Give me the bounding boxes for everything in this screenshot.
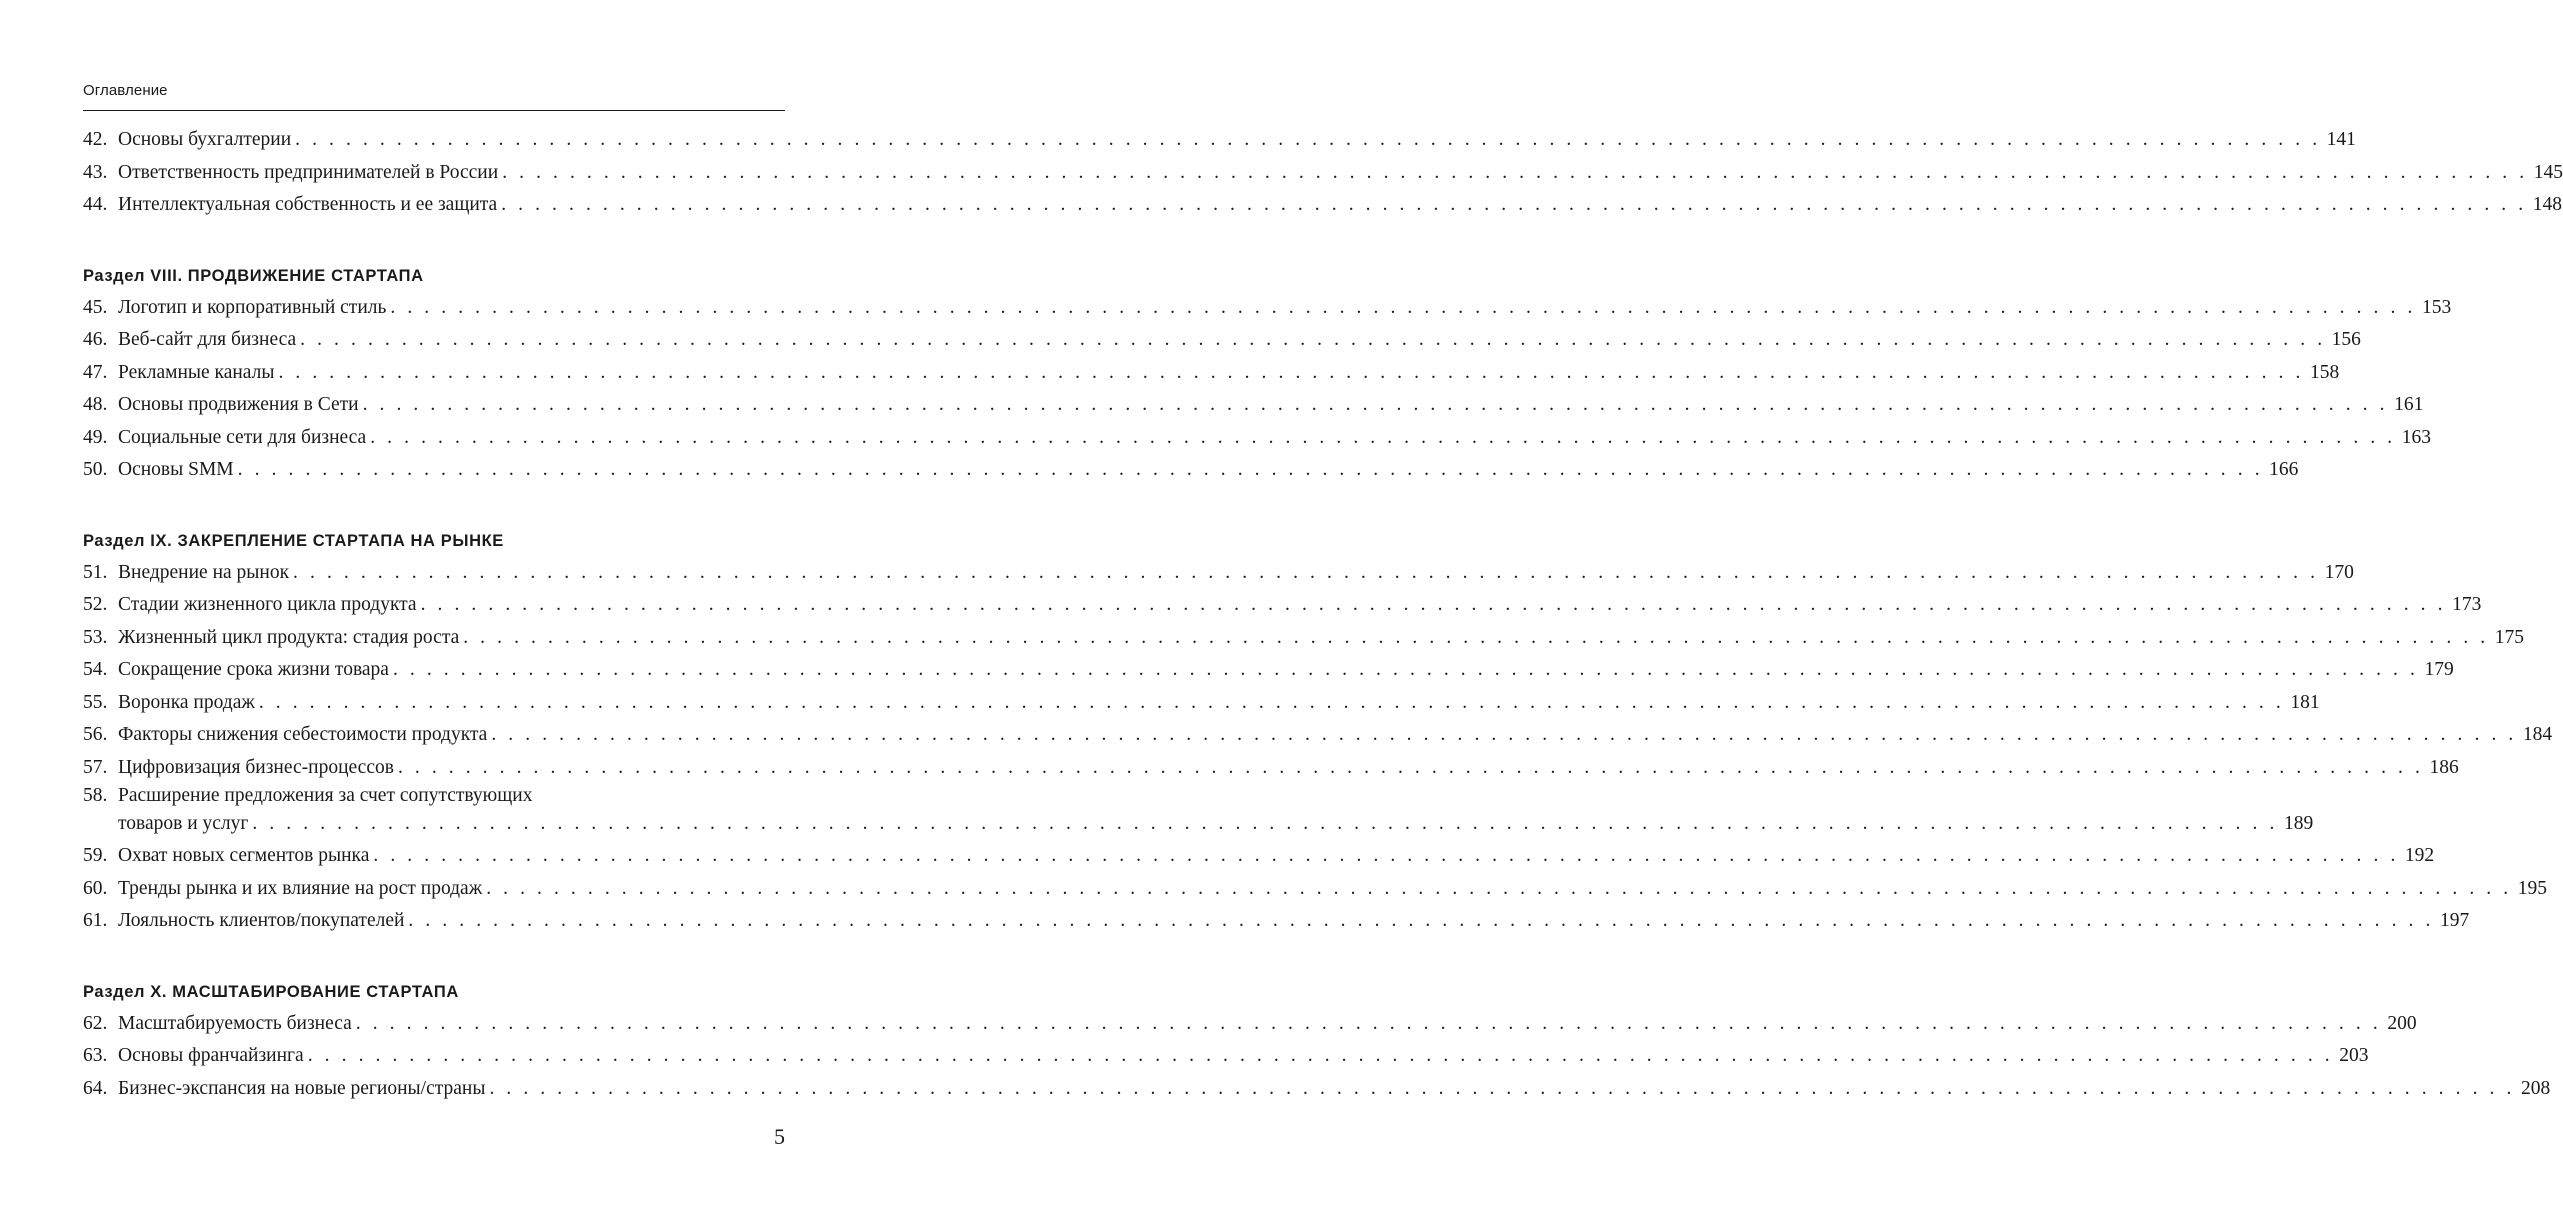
entry-number: 58. bbox=[83, 785, 108, 806]
entry-title: Основы продвижения в Сети bbox=[118, 394, 359, 415]
entry-page: 170 bbox=[2324, 561, 2354, 583]
entry-number: 50. bbox=[83, 459, 108, 480]
entry-number: 52. bbox=[83, 594, 108, 615]
entry-page: 192 bbox=[2404, 845, 2435, 866]
entry-number: 64. bbox=[83, 1077, 108, 1099]
toc-entry[interactable] bbox=[83, 324, 2361, 357]
entry-page: 173 bbox=[2452, 594, 2482, 615]
dot-leader: . . . . . . . . . . . . . . . . . . . . . . . . . . . . . . . . . . . . . . . . . . . . . . . . . . . . . . . . . . . . . . . . . . . . . . . . . . . . . . . . . . . . . . . . . . . . . . . . . . . . . . . . . . . . . . . . . . . . . . . . bbox=[258, 691, 2285, 713]
entry-title: Основы франчайзинга bbox=[118, 1045, 304, 1066]
dot-leader: . . . . . . . . . . . . . . . . . . . . . . . . . . . . . . . . . . . . . . . . . . . . . . . . . . . . . . . . . . . . . . . . . . . . . . . . . . . . . . . . . . . . . . . . . . . . . . . . . . . . . . . . . . . . . . . . . . . . . . . . bbox=[408, 910, 2434, 931]
entry-title: Основы SMM bbox=[118, 459, 234, 480]
dot-leader: . . . . . . . . . . . . . . . . . . . . . . . . . . . . . . . . . . . . . . . . . . . . . . . . . . . . . . . . . . . . . . . . . . . . . . . . . . . . . . . . . . . . . . . . . . . . . . . . . . . . . . . . . . . . . . . . . . . . . . . . bbox=[293, 561, 2319, 583]
entry-title: Масштабируемость бизнеса bbox=[118, 1012, 352, 1034]
dot-leader: . . . . . . . . . . . . . . . . . . . . . . . . . . . . . . . . . . . . . . . . . . . . . . . . . . . . . . . . . . . . . . . . . . . . . . . . . . . . . . . . . . . . . . . . . . . . . . . . . . . . . . . . . . . . . . . . . . . . . . . . bbox=[355, 1012, 2382, 1034]
entry-title: Логотип и корпоративный стиль bbox=[118, 296, 387, 318]
entry-page: 153 bbox=[2421, 296, 2452, 318]
dot-leader: . . . . . . . . . . . . . . . . . . . . . . . . . . . . . . . . . . . . . . . . . . . . . . . . . . . . . . . . . . . . . . . . . . . . . . . . . . . . . . . . . . . . . . . . . . . . . . . . . . . . . . . . . . . . . . . . . . . . . . . . bbox=[420, 594, 2447, 615]
running-head: Оглавление bbox=[83, 82, 168, 99]
dot-leader: . . . . . . . . . . . . . . . . . . . . . . . . . . . . . . . . . . . . . . . . . . . . . . . . . . . . . . . . . . . . . . . . . . . . . . . . . . . . . . . . . . . . . . . . . . . . . . . . . . . . . . . . . . . . . . . . . . . . . . . . bbox=[463, 626, 2489, 648]
entry-page: 163 bbox=[2401, 426, 2431, 448]
toc-entry[interactable] bbox=[83, 589, 2482, 622]
entry-title: Воронка продаж bbox=[118, 691, 255, 713]
toc-entry[interactable] bbox=[83, 189, 2562, 222]
dot-leader: . . . . . . . . . . . . . . . . . . . . . . . . . . . . . . . . . . . . . . . . . . . . . . . . . . . . . . . . . . . . . . . . . . . . . . . . . . . . . . . . . . . . . . . . . . . . . . . . . . . . . . . . . . . . . . . . . . . . . . . . bbox=[295, 129, 2321, 150]
entry-page: 195 bbox=[2517, 877, 2547, 899]
entry-page: 197 bbox=[2439, 910, 2470, 931]
toc-entry[interactable] bbox=[83, 840, 2435, 873]
entry-title: Факторы снижения себестоимости продукта bbox=[118, 724, 488, 745]
entry-title-continued: товаров и услуг bbox=[118, 813, 249, 834]
entry-number: 46. bbox=[83, 329, 108, 350]
table-of-contents bbox=[83, 124, 2563, 1105]
entry-page: 148 bbox=[2532, 194, 2562, 215]
entry-title: Цифровизация бизнес-процессов bbox=[118, 756, 394, 778]
toc-entry[interactable] bbox=[83, 292, 2452, 325]
toc-entry[interactable] bbox=[83, 905, 2470, 938]
toc-entry[interactable] bbox=[83, 1073, 2551, 1106]
entry-number: 63. bbox=[83, 1045, 108, 1066]
entry-number: 51. bbox=[83, 561, 108, 583]
toc-entry[interactable] bbox=[83, 622, 2525, 655]
section-heading: Раздел IX. ЗАКРЕПЛЕНИЕ СТАРТАПА НА РЫНКЕ bbox=[83, 531, 504, 550]
entry-number: 43. bbox=[83, 161, 108, 183]
entry-number: 57. bbox=[83, 756, 108, 778]
entry-number: 59. bbox=[83, 845, 108, 866]
dot-leader: . . . . . . . . . . . . . . . . . . . . . . . . . . . . . . . . . . . . . . . . . . . . . . . . . . . . . . . . . . . . . . . . . . . . . . . . . . . . . . . . . . . . . . . . . . . . . . . . . . . . . . . . . . . . . . . . . . . . . . . . bbox=[486, 877, 2512, 899]
entry-title: Внедрение на рынок bbox=[118, 561, 290, 583]
section-heading: Раздел X. МАСШТАБИРОВАНИЕ СТАРТАПА bbox=[83, 982, 459, 1001]
entry-page: 158 bbox=[2309, 361, 2340, 383]
header-rule bbox=[83, 110, 785, 111]
dot-leader: . . . . . . . . . . . . . . . . . . . . . . . . . . . . . . . . . . . . . . . . . . . . . . . . . . . . . . . . . . . . . . . . . . . . . . . . . . . . . . . . . . . . . . . . . . . . . . . . . . . . . . . . . . . . . . . . . . . . . . . . bbox=[491, 724, 2517, 745]
entry-page: 161 bbox=[2394, 394, 2424, 415]
entry-number: 45. bbox=[83, 296, 108, 318]
toc-entry[interactable] bbox=[83, 1008, 2417, 1041]
toc-entry[interactable] bbox=[83, 1040, 2369, 1073]
page-number: 5 bbox=[774, 1124, 785, 1149]
dot-leader: . . . . . . . . . . . . . . . . . . . . . . . . . . . . . . . . . . . . . . . . . . . . . . . . . . . . . . . . . . . . . . . . . . . . . . . . . . . . . . . . . . . . . . . . . . . . . . . . . . . . . . . . . . . . . . . . . . . . . . . . bbox=[373, 845, 2399, 866]
entry-page: 203 bbox=[2339, 1045, 2369, 1066]
entry-title: Веб-сайт для бизнеса bbox=[118, 329, 297, 350]
entry-number: 49. bbox=[83, 426, 108, 448]
entry-number: 54. bbox=[83, 659, 108, 680]
dot-leader: . . . . . . . . . . . . . . . . . . . . . . . . . . . . . . . . . . . . . . . . . . . . . . . . . . . . . . . . . . . . . . . . . . . . . . . . . . . . . . . . . . . . . . . . . . . . . . . . . . . . . . . . . . . . . . . . . . . . . . . . bbox=[237, 459, 2264, 480]
entry-page: 145 bbox=[2533, 161, 2563, 183]
toc-entry[interactable] bbox=[83, 422, 2431, 455]
entry-title: Сокращение срока жизни товара bbox=[118, 659, 389, 680]
entry-page: 181 bbox=[2290, 691, 2320, 713]
toc-entry[interactable] bbox=[83, 654, 2454, 687]
entry-page: 156 bbox=[2331, 329, 2361, 350]
entry-title: Стадии жизненного цикла продукта bbox=[118, 594, 417, 615]
entry-page: 141 bbox=[2326, 129, 2356, 150]
entry-number: 53. bbox=[83, 626, 108, 648]
entry-page: 200 bbox=[2387, 1012, 2417, 1034]
entry-title: Бизнес-экспансия на новые регионы/страны bbox=[118, 1077, 486, 1099]
toc-entry[interactable] bbox=[83, 124, 2356, 157]
entry-title: Интеллектуальная собственность и ее защита bbox=[118, 194, 498, 215]
entry-title: Ответственность предпринимателей в России bbox=[118, 161, 499, 183]
entry-page: 189 bbox=[2283, 813, 2314, 834]
entry-page: 184 bbox=[2522, 724, 2553, 745]
dot-leader: . . . . . . . . . . . . . . . . . . . . . . . . . . . . . . . . . . . . . . . . . . . . . . . . . . . . . . . . . . . . . . . . . . . . . . . . . . . . . . . . . . . . . . . . . . . . . . . . . . . . . . . . . . . . . . . . . . . . . . . . bbox=[502, 161, 2528, 183]
toc-entry[interactable] bbox=[83, 873, 2547, 906]
entry-page: 179 bbox=[2424, 659, 2454, 680]
entry-number: 56. bbox=[83, 724, 108, 745]
toc-entry[interactable] bbox=[83, 784, 2314, 840]
entry-title: Охват новых сегментов рынка bbox=[118, 845, 370, 866]
entry-page: 186 bbox=[2429, 756, 2459, 778]
entry-number: 61. bbox=[83, 910, 108, 931]
dot-leader: . . . . . . . . . . . . . . . . . . . . . . . . . . . . . . . . . . . . . . . . . . . . . . . . . . . . . . . . . . . . . . . . . . . . . . . . . . . . . . . . . . . . . . . . . . . . . . . . . . . . . . . . . . . . . . . . . . . . . . . . bbox=[397, 756, 2424, 778]
entry-page: 175 bbox=[2494, 626, 2525, 648]
dot-leader: . . . . . . . . . . . . . . . . . . . . . . . . . . . . . . . . . . . . . . . . . . . . . . . . . . . . . . . . . . . . . . . . . . . . . . . . . . . . . . . . . . . . . . . . . . . . . . . . . . . . . . . . . . . . . . . . . . . . . . . . bbox=[252, 813, 2278, 834]
entry-number: 60. bbox=[83, 877, 108, 899]
toc-entry[interactable] bbox=[83, 752, 2459, 785]
entry-title: Социальные сети для бизнеса bbox=[118, 426, 367, 448]
dot-leader: . . . . . . . . . . . . . . . . . . . . . . . . . . . . . . . . . . . . . . . . . . . . . . . . . . . . . . . . . . . . . . . . . . . . . . . . . . . . . . . . . . . . . . . . . . . . . . . . . . . . . . . . . . . . . . . . . . . . . . . . bbox=[300, 329, 2326, 350]
entry-page: 166 bbox=[2269, 459, 2299, 480]
toc-entry[interactable] bbox=[83, 557, 2354, 590]
dot-leader: . . . . . . . . . . . . . . . . . . . . . . . . . . . . . . . . . . . . . . . . . . . . . . . . . . . . . . . . . . . . . . . . . . . . . . . . . . . . . . . . . . . . . . . . . . . . . . . . . . . . . . . . . . . . . . . . . . . . . . . . bbox=[370, 426, 2396, 448]
dot-leader: . . . . . . . . . . . . . . . . . . . . . . . . . . . . . . . . . . . . . . . . . . . . . . . . . . . . . . . . . . . . . . . . . . . . . . . . . . . . . . . . . . . . . . . . . . . . . . . . . . . . . . . . . . . . . . . . . . . . . . . . bbox=[362, 394, 2389, 415]
dot-leader: . . . . . . . . . . . . . . . . . . . . . . . . . . . . . . . . . . . . . . . . . . . . . . . . . . . . . . . . . . . . . . . . . . . . . . . . . . . . . . . . . . . . . . . . . . . . . . . . . . . . . . . . . . . . . . . . . . . . . . . . bbox=[278, 361, 2304, 383]
toc-entry[interactable] bbox=[83, 157, 2563, 190]
entry-number: 62. bbox=[83, 1012, 108, 1034]
dot-leader: . . . . . . . . . . . . . . . . . . . . . . . . . . . . . . . . . . . . . . . . . . . . . . . . . . . . . . . . . . . . . . . . . . . . . . . . . . . . . . . . . . . . . . . . . . . . . . . . . . . . . . . . . . . . . . . . . . . . . . . . bbox=[307, 1045, 2334, 1066]
entry-title: Тренды рынка и их влияние на рост продаж bbox=[118, 877, 483, 899]
entry-number: 48. bbox=[83, 394, 108, 415]
dot-leader: . . . . . . . . . . . . . . . . . . . . . . . . . . . . . . . . . . . . . . . . . . . . . . . . . . . . . . . . . . . . . . . . . . . . . . . . . . . . . . . . . . . . . . . . . . . . . . . . . . . . . . . . . . . . . . . . . . . . . . . . bbox=[489, 1077, 2515, 1099]
toc-entry[interactable] bbox=[83, 357, 2340, 390]
entry-number: 42. bbox=[83, 129, 108, 150]
entry-number: 44. bbox=[83, 194, 108, 215]
toc-entry[interactable] bbox=[83, 454, 2299, 487]
toc-entry[interactable] bbox=[83, 389, 2424, 422]
entry-title: Лояльность клиентов/покупателей bbox=[118, 910, 405, 931]
entry-title: Основы бухгалтерии bbox=[118, 129, 292, 150]
toc-entry[interactable] bbox=[83, 719, 2553, 752]
entry-title: Жизненный цикл продукта: стадия роста bbox=[118, 626, 460, 648]
dot-leader: . . . . . . . . . . . . . . . . . . . . . . . . . . . . . . . . . . . . . . . . . . . . . . . . . . . . . . . . . . . . . . . . . . . . . . . . . . . . . . . . . . . . . . . . . . . . . . . . . . . . . . . . . . . . . . . . . . . . . . . . bbox=[390, 296, 2416, 318]
dot-leader: . . . . . . . . . . . . . . . . . . . . . . . . . . . . . . . . . . . . . . . . . . . . . . . . . . . . . . . . . . . . . . . . . . . . . . . . . . . . . . . . . . . . . . . . . . . . . . . . . . . . . . . . . . . . . . . . . . . . . . . . bbox=[392, 659, 2419, 680]
entry-number: 47. bbox=[83, 361, 108, 383]
dot-leader: . . . . . . . . . . . . . . . . . . . . . . . . . . . . . . . . . . . . . . . . . . . . . . . . . . . . . . . . . . . . . . . . . . . . . . . . . . . . . . . . . . . . . . . . . . . . . . . . . . . . . . . . . . . . . . . . . . . . . . . . bbox=[501, 194, 2527, 215]
entry-page: 208 bbox=[2520, 1077, 2551, 1099]
entry-title: Расширение предложения за счет сопутствующих bbox=[118, 785, 533, 806]
toc-entry[interactable] bbox=[83, 687, 2320, 720]
entry-title: Рекламные каналы bbox=[118, 361, 275, 383]
entry-number: 55. bbox=[83, 691, 108, 713]
section-heading: Раздел VIII. ПРОДВИЖЕНИЕ СТАРТАПА bbox=[83, 266, 424, 285]
